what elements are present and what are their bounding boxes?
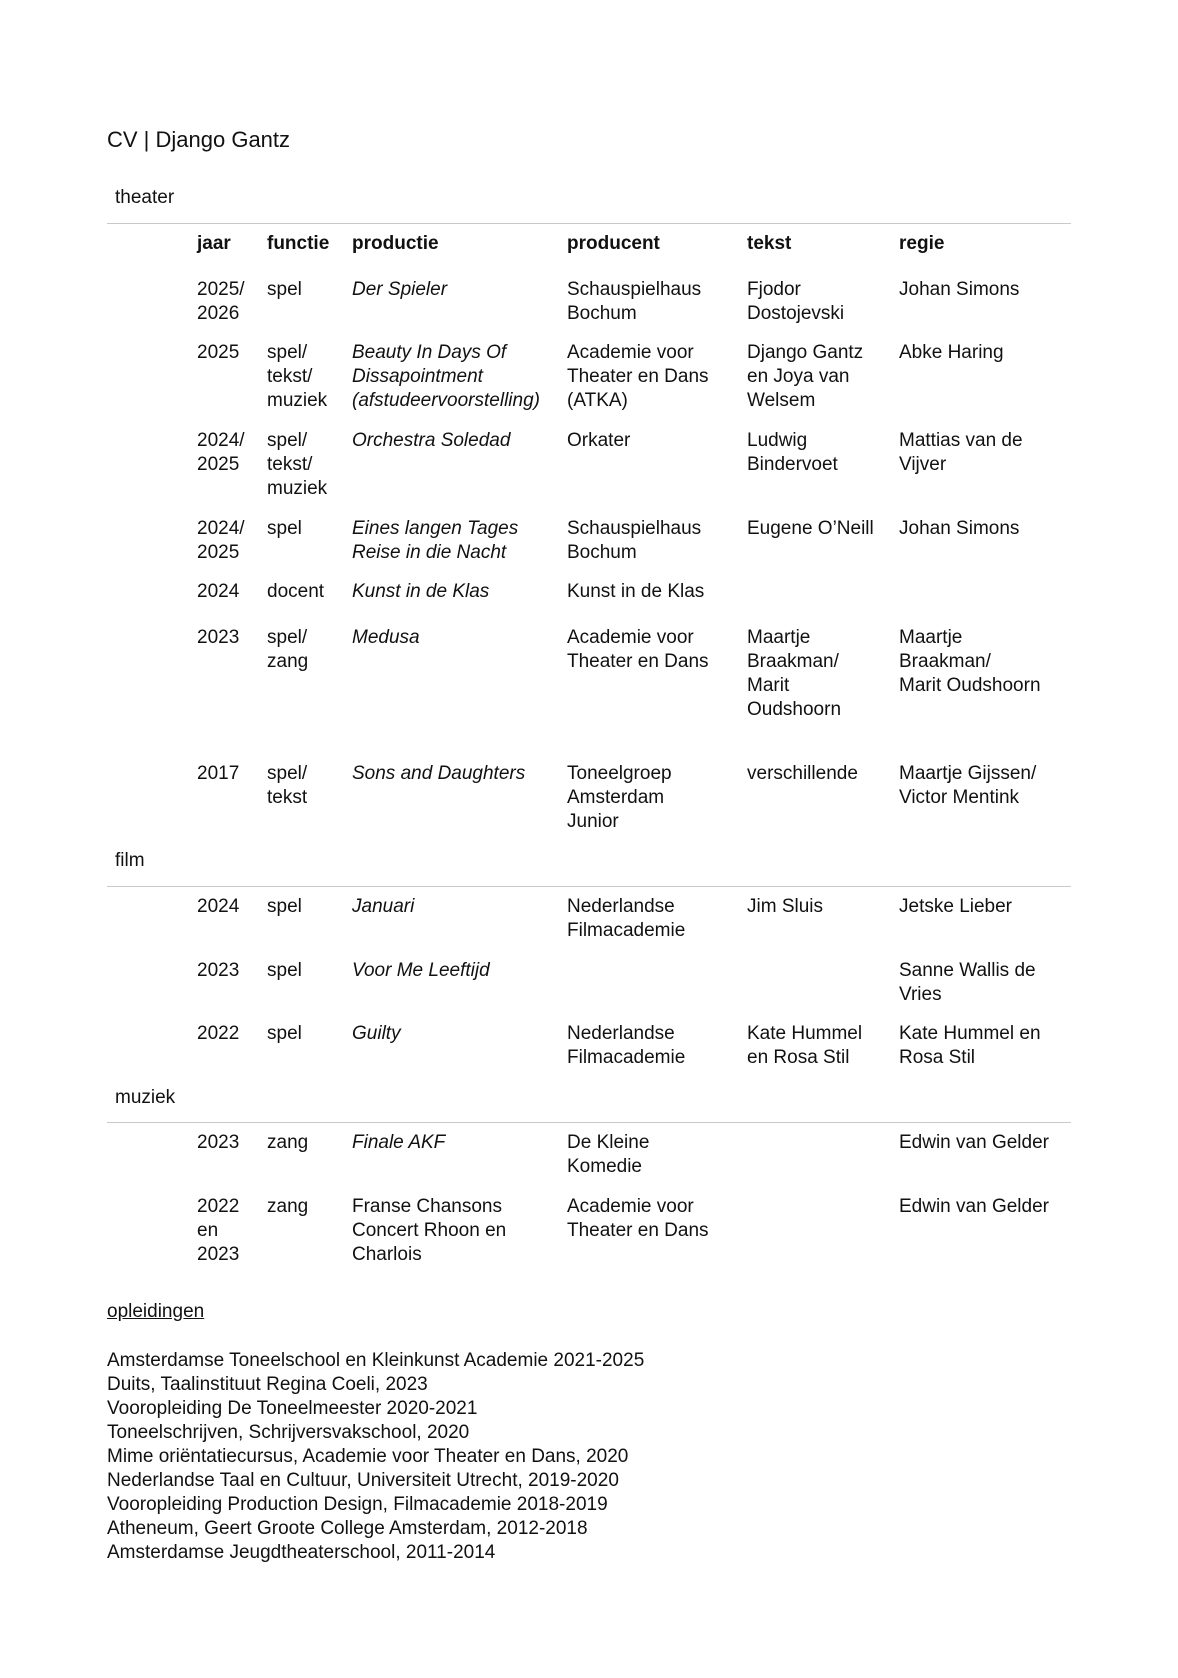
cell-productie: Finale AKF: [352, 1132, 446, 1153]
cell-functie: zang: [267, 1132, 309, 1153]
cell-jaar: 2024: [197, 581, 240, 602]
cell-producent: Orkater: [567, 430, 631, 451]
cell-productie: Beauty In Days Of Dissapointment (afstudeervoorstelling): [352, 342, 540, 411]
education-item: Atheneum, Geert Groote College Amsterdam, 2012-2018: [107, 1518, 588, 1539]
cell-productie: Kunst in de Klas: [352, 581, 490, 602]
cell-productie: Januari: [352, 896, 415, 917]
cell-functie: docent: [267, 581, 325, 602]
cell-functie: spel/ zang: [267, 627, 309, 672]
cell-tekst: Ludwig Bindervoet: [747, 430, 838, 475]
cell-regie: Maartje Gijssen/ Victor Mentink: [899, 763, 1037, 808]
cell-functie: spel: [267, 279, 302, 300]
education-heading: opleidingen: [107, 1301, 205, 1322]
education-item: Duits, Taalinstituut Regina Coeli, 2023: [107, 1374, 428, 1395]
cell-productie: Sons and Daughters: [352, 763, 526, 784]
section-label-film: film: [115, 850, 145, 871]
cell-productie: Franse Chansons Concert Rhoon en Charlois: [352, 1196, 507, 1265]
header-jaar: jaar: [197, 233, 231, 254]
cell-tekst: Jim Sluis: [747, 896, 824, 917]
cell-tekst: verschillende: [747, 763, 858, 784]
cell-tekst: Django Gantz en Joya van Welsem: [747, 342, 864, 411]
cell-productie: Der Spieler: [352, 279, 448, 300]
cell-jaar: 2024: [197, 896, 240, 917]
cell-producent: De Kleine Komedie: [567, 1132, 650, 1177]
cell-productie: Guilty: [352, 1023, 401, 1044]
cell-productie: Eines langen Tages Reise in die Nacht: [352, 518, 519, 563]
education-item: Amsterdamse Jeugdtheaterschool, 2011-2014: [107, 1542, 496, 1563]
cell-regie: Edwin van Gelder: [899, 1132, 1049, 1153]
cell-productie: Voor Me Leeftijd: [352, 960, 490, 981]
cell-tekst: Eugene O’Neill: [747, 518, 874, 539]
section-divider: [107, 223, 1071, 224]
cell-producent: Academie voor Theater en Dans: [567, 627, 709, 672]
education-item: Vooropleiding De Toneelmeester 2020-2021: [107, 1398, 478, 1419]
cell-regie: Mattias van de Vijver: [899, 430, 1023, 475]
cell-productie: Orchestra Soledad: [352, 430, 511, 451]
cell-regie: Jetske Lieber: [899, 896, 1013, 917]
cell-jaar: 2023: [197, 1132, 240, 1153]
cell-producent: Schauspielhaus Bochum: [567, 518, 702, 563]
cell-functie: spel: [267, 518, 302, 539]
education-item: Mime oriëntatiecursus, Academie voor Theater en Dans, 2020: [107, 1446, 629, 1467]
cell-functie: spel/ tekst: [267, 763, 308, 808]
header-tekst: tekst: [747, 233, 792, 254]
cell-producent: Kunst in de Klas: [567, 581, 705, 602]
cell-producent: Nederlandse Filmacademie: [567, 1023, 686, 1068]
cell-functie: spel: [267, 1023, 302, 1044]
section-label-muziek: muziek: [115, 1087, 176, 1108]
education-item: Toneelschrijven, Schrijversvakschool, 2020: [107, 1422, 470, 1443]
cell-regie: Edwin van Gelder: [899, 1196, 1049, 1217]
cell-regie: Abke Haring: [899, 342, 1004, 363]
cell-functie: spel: [267, 960, 302, 981]
education-list: [107, 1349, 644, 1565]
header-regie: regie: [899, 233, 945, 254]
education-item: Amsterdamse Toneelschool en Kleinkunst Academie 2021-2025: [107, 1350, 645, 1371]
cell-producent: Schauspielhaus Bochum: [567, 279, 702, 324]
cell-jaar: 2025/ 2026: [197, 279, 245, 324]
cell-jaar: 2024/ 2025: [197, 430, 245, 475]
education-item: Nederlandse Taal en Cultuur, Universiteit Utrecht, 2019-2020: [107, 1470, 619, 1491]
education-item: Vooropleiding Production Design, Filmacademie 2018-2019: [107, 1494, 608, 1515]
header-productie: productie: [352, 233, 439, 254]
cell-jaar: 2025: [197, 342, 240, 363]
cell-producent: Academie voor Theater en Dans (ATKA): [567, 342, 709, 411]
cell-regie: Johan Simons: [899, 518, 1020, 539]
cell-tekst: Maartje Braakman/ Marit Oudshoorn: [747, 627, 842, 720]
cell-functie: zang: [267, 1196, 309, 1217]
cell-producent: Toneelgroep Amsterdam Junior: [567, 763, 672, 832]
header-functie: functie: [267, 233, 330, 254]
cell-regie: Kate Hummel en Rosa Stil: [899, 1023, 1041, 1068]
cell-jaar: 2022: [197, 1023, 240, 1044]
cell-jaar: 2024/ 2025: [197, 518, 245, 563]
section-divider: [107, 886, 1071, 887]
header-producent: producent: [567, 233, 660, 254]
cell-functie: spel/ tekst/ muziek: [267, 342, 328, 411]
cell-producent: Nederlandse Filmacademie: [567, 896, 686, 941]
cell-producent: Academie voor Theater en Dans: [567, 1196, 709, 1241]
cell-regie: Maartje Braakman/ Marit Oudshoorn: [899, 627, 1041, 696]
cell-jaar: 2023: [197, 960, 240, 981]
cell-jaar: 2017: [197, 763, 240, 784]
cell-regie: Johan Simons: [899, 279, 1020, 300]
cell-productie: Medusa: [352, 627, 420, 648]
section-label-theater: theater: [115, 187, 175, 208]
cell-functie: spel/ tekst/ muziek: [267, 430, 328, 499]
cell-tekst: Kate Hummel en Rosa Stil: [747, 1023, 863, 1068]
cell-tekst: Fjodor Dostojevski: [747, 279, 845, 324]
page-title: CV | Django Gantz: [107, 127, 291, 152]
section-divider: [107, 1122, 1071, 1123]
cell-regie: Sanne Wallis de Vries: [899, 960, 1036, 1005]
cell-functie: spel: [267, 896, 302, 917]
cell-jaar: 2022 en 2023: [197, 1196, 240, 1265]
cell-jaar: 2023: [197, 627, 240, 648]
